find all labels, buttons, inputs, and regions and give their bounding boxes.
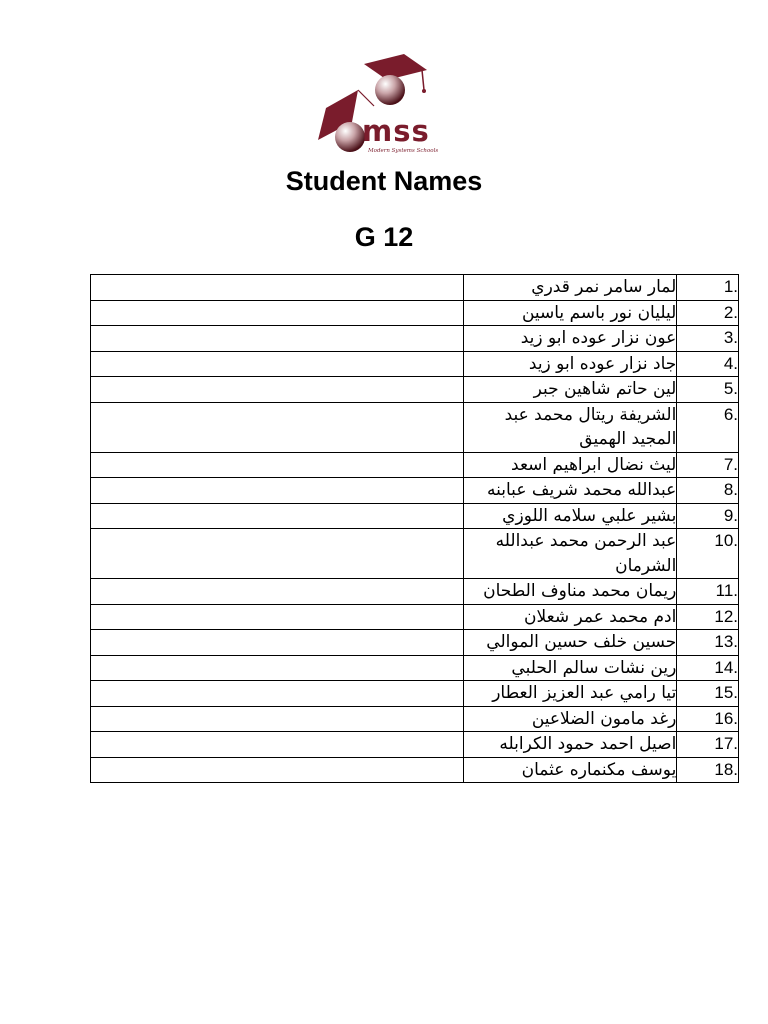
student-name-cell: لين حاتم شاهين جبر <box>464 377 677 403</box>
blank-cell <box>91 275 464 301</box>
blank-cell <box>91 630 464 656</box>
blank-cell <box>91 681 464 707</box>
row-number-cell: 4. <box>677 351 739 377</box>
table-row <box>91 579 739 605</box>
student-name-cell: رين نشات سالم الحلبي <box>464 655 677 681</box>
page-title: Student Names <box>285 166 483 196</box>
blank-cell <box>91 757 464 783</box>
student-name-cell: لمار سامر نمر قدري <box>464 275 677 301</box>
grade-heading: G 12 <box>354 222 414 252</box>
table-row <box>91 351 739 377</box>
blank-cell <box>91 351 464 377</box>
row-number-cell: 11. <box>677 579 739 605</box>
student-name-cell: اصيل احمد حمود الكرابله <box>464 732 677 758</box>
row-number-cell: 8. <box>677 478 739 504</box>
student-name-cell: ليليان نور باسم ياسين <box>464 300 677 326</box>
row-number-cell: 5. <box>677 377 739 403</box>
row-number-cell: 7. <box>677 452 739 478</box>
row-number-cell: 18. <box>677 757 739 783</box>
table-row <box>91 732 739 758</box>
table-row <box>91 630 739 656</box>
blank-cell <box>91 326 464 352</box>
row-number-cell: 3. <box>677 326 739 352</box>
table-row <box>91 681 739 707</box>
blank-cell <box>91 503 464 529</box>
table-row <box>91 478 739 504</box>
row-number-cell: 1. <box>677 275 739 301</box>
row-number-cell: 6. <box>677 402 739 452</box>
student-names-table <box>90 274 739 783</box>
table-row <box>91 655 739 681</box>
student-name-cell: الشريفة ريتال محمد عبد المجيد الهميق <box>464 402 677 452</box>
student-name-cell: بشير علبي سلامه اللوزي <box>464 503 677 529</box>
blank-cell <box>91 452 464 478</box>
student-name-cell: ادم محمد عمر شعلان <box>464 604 677 630</box>
table-row <box>91 757 739 783</box>
row-number-cell: 15. <box>677 681 739 707</box>
table-row <box>91 275 739 301</box>
table-row <box>91 402 739 452</box>
table-row <box>91 326 739 352</box>
student-name-cell: تيا رامي عبد العزيز العطار <box>464 681 677 707</box>
table-row <box>91 300 739 326</box>
table-row <box>91 377 739 403</box>
student-name-cell: ليث نضال ابراهيم اسعد <box>464 452 677 478</box>
row-number-cell: 13. <box>677 630 739 656</box>
row-number-cell: 16. <box>677 706 739 732</box>
row-number-cell: 14. <box>677 655 739 681</box>
student-name-cell: عبد الرحمن محمد عبدالله الشرمان <box>464 529 677 579</box>
student-name-cell: عبدالله محمد شريف عبابنه <box>464 478 677 504</box>
blank-cell <box>91 402 464 452</box>
blank-cell <box>91 655 464 681</box>
student-name-cell: ريمان محمد مناوف الطحان <box>464 579 677 605</box>
row-number-cell: 10. <box>677 529 739 579</box>
table-row <box>91 503 739 529</box>
student-name-cell: جاد نزار عوده ابو زيد <box>464 351 677 377</box>
table-row <box>91 706 739 732</box>
blank-cell <box>91 579 464 605</box>
student-name-cell: عون نزار عوده ابو زيد <box>464 326 677 352</box>
logo-subtitle: Modern Systems Schools <box>368 148 439 154</box>
blank-cell <box>91 377 464 403</box>
blank-cell <box>91 604 464 630</box>
table-row <box>91 452 739 478</box>
table-row <box>91 604 739 630</box>
student-name-cell: حسين خلف حسين الموالي <box>464 630 677 656</box>
blank-cell <box>91 478 464 504</box>
blank-cell <box>91 529 464 579</box>
row-number-cell: 2. <box>677 300 739 326</box>
student-name-cell: يوسف مكنماره عثمان <box>464 757 677 783</box>
blank-cell <box>91 300 464 326</box>
row-number-cell: 9. <box>677 503 739 529</box>
student-name-cell: رغد مامون الضلاعين <box>464 706 677 732</box>
row-number-cell: 17. <box>677 732 739 758</box>
logo-wordmark: mss <box>362 114 430 148</box>
blank-cell <box>91 732 464 758</box>
table-row <box>91 529 739 579</box>
blank-cell <box>91 706 464 732</box>
row-number-cell: 12. <box>677 604 739 630</box>
